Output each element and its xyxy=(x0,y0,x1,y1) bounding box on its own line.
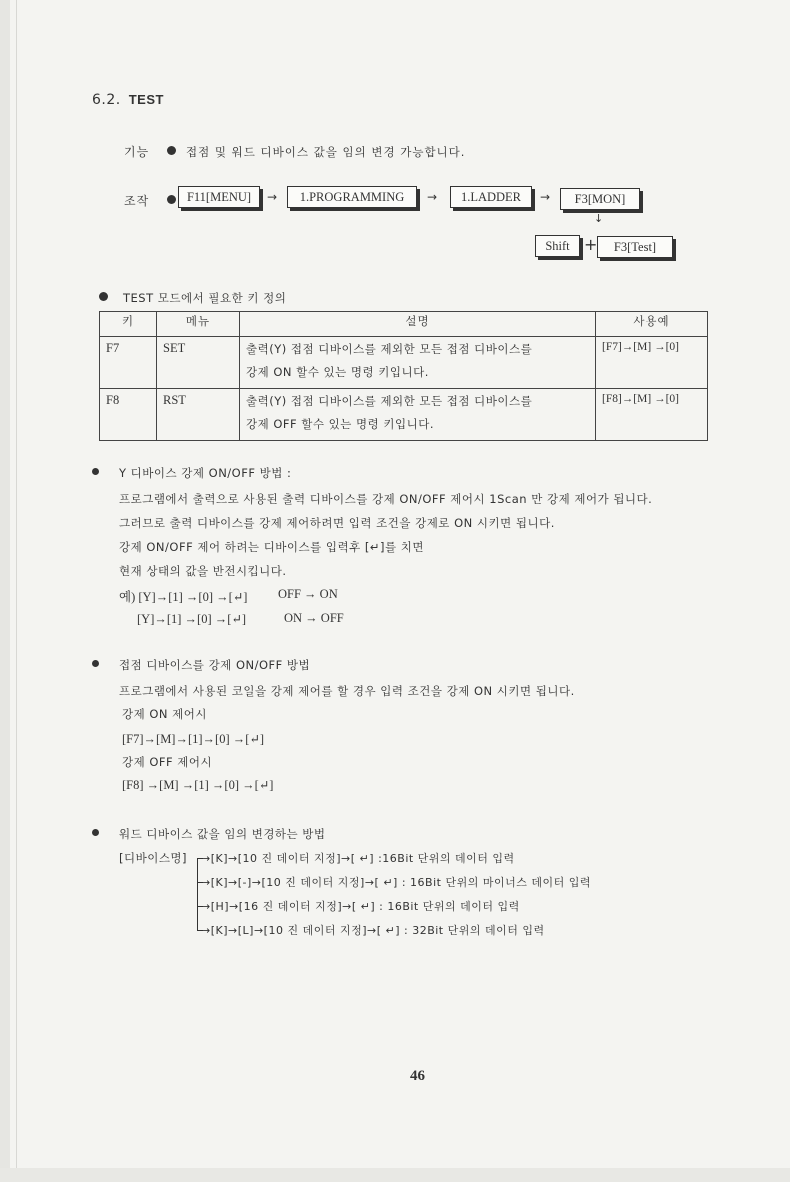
bullet-icon xyxy=(167,195,176,204)
arrow-right-icon: → xyxy=(267,190,278,204)
command-keys: [F8] →[M] →[1] →[0] →[↵] xyxy=(122,778,274,792)
column-header-example: 사용예 xyxy=(596,312,708,337)
cell-description xyxy=(240,389,596,441)
paragraph-line: 프로그램에서 출력으로 사용된 출력 디바이스를 강제 ON/OFF 제어시 1Scan 만 강제 제어가 됩니다. xyxy=(119,492,653,506)
function-label: 기능 xyxy=(124,145,150,159)
column-header-description: 설명 xyxy=(240,312,596,337)
section-name: TEST xyxy=(128,92,164,107)
table-row xyxy=(100,389,708,441)
description-line: 출력(Y) 접점 디바이스를 제외한 모든 접점 디바이스를 xyxy=(246,394,533,408)
cell-example: [F7]→[M] →[0] xyxy=(596,337,708,389)
bullet-icon xyxy=(92,660,99,667)
key-programming: 1.PROGRAMMING xyxy=(287,186,417,208)
cell-key: F8 xyxy=(100,389,157,441)
paragraph-line: 강제 OFF 제어시 xyxy=(122,755,213,769)
table-header-row xyxy=(100,312,708,337)
y-device-heading: Y 디바이스 강제 ON/OFF 방법 : xyxy=(119,466,292,480)
example-result: OFF → ON xyxy=(278,587,338,601)
page-bottom-edge xyxy=(0,1168,790,1182)
command-keys: [F7]→[M]→[1]→[0] →[↵] xyxy=(122,732,265,746)
arrow-right-icon: → xyxy=(540,190,551,204)
cell-example: [F8]→[M] →[0] xyxy=(596,389,708,441)
bullet-icon xyxy=(92,468,99,475)
description-line: 강제 OFF 할수 있는 명령 키입니다. xyxy=(246,417,435,431)
bracket-line xyxy=(197,858,198,930)
word-method-line: →[H]→[16 진 데이터 지정]→[ ↵] : 16Bit 단위의 데이터 입력 xyxy=(201,900,520,913)
example-keys: 예) [Y]→[1] →[0] →[↵] xyxy=(119,590,248,604)
paragraph-line: 강제 ON/OFF 제어 하려는 디바이스를 입력후 [↵]를 치면 xyxy=(119,540,424,554)
word-device-heading: 워드 디바이스 값을 임의 변경하는 방법 xyxy=(119,827,326,841)
key-f3-mon: F3[MON] xyxy=(560,188,640,210)
column-header-key: 키 xyxy=(100,312,157,337)
table-row xyxy=(100,337,708,389)
section-number: 6.2. xyxy=(92,92,121,108)
page-left-edge xyxy=(0,0,10,1182)
paragraph-line: 강제 ON 제어시 xyxy=(122,707,208,721)
description-line: 강제 ON 할수 있는 명령 키입니다. xyxy=(246,365,429,379)
description-line: 출력(Y) 접점 디바이스를 제외한 모든 접점 디바이스를 xyxy=(246,342,533,356)
key-definition-table xyxy=(99,311,708,441)
example-result: ON → OFF xyxy=(284,611,344,625)
contact-device-heading: 접점 디바이스를 강제 ON/OFF 방법 xyxy=(119,658,311,672)
example-keys: [Y]→[1] →[0] →[↵] xyxy=(137,612,247,626)
cell-description xyxy=(240,337,596,389)
bullet-icon xyxy=(92,829,99,836)
key-ladder: 1.LADDER xyxy=(450,186,532,208)
key-table-heading: TEST 모드에서 필요한 키 정의 xyxy=(123,291,287,305)
section-title xyxy=(92,92,164,108)
bullet-icon xyxy=(167,146,176,155)
bullet-icon xyxy=(99,292,108,301)
page-binding-line xyxy=(16,0,17,1182)
function-text: 접점 및 워드 디바이스 값을 임의 변경 가능합니다. xyxy=(186,145,466,159)
page-number: 46 xyxy=(410,1068,425,1084)
word-method-line: →[K]→[L]→[10 진 데이터 지정]→[ ↵] : 32Bit 단위의 데이터 입력 xyxy=(201,924,545,937)
word-method-line: →[K]→[-]→[10 진 데이터 지정]→[ ↵] : 16Bit 단위의 마이너스 데이터 입력 xyxy=(201,876,591,889)
word-method-line: →[K]→[10 진 데이터 지정]→[ ↵] :16Bit 단위의 데이터 입력 xyxy=(201,852,515,865)
paragraph-line: 그러므로 출력 디바이스를 강제 제어하려면 입력 조건을 강제로 ON 시키면 됩니다. xyxy=(119,516,555,530)
arrow-down-icon: ↓ xyxy=(594,212,604,225)
key-shift: Shift xyxy=(535,235,580,257)
arrow-right-icon: → xyxy=(427,190,438,204)
plus-sign: + xyxy=(584,235,598,254)
device-name-prefix: [디바이스명] xyxy=(119,851,188,865)
key-f3-test: F3[Test] xyxy=(597,236,673,258)
column-header-menu: 메뉴 xyxy=(157,312,240,337)
cell-menu: RST xyxy=(157,389,240,441)
paragraph-line: 현재 상태의 값을 반전시킵니다. xyxy=(119,564,287,578)
cell-key: F7 xyxy=(100,337,157,389)
key-f11-menu: F11[MENU] xyxy=(178,186,260,208)
operation-label: 조작 xyxy=(124,194,150,208)
paragraph-line: 프로그램에서 사용된 코일을 강제 제어를 할 경우 입력 조건을 강제 ON 시키면 됩니다. xyxy=(119,684,575,698)
cell-menu: SET xyxy=(157,337,240,389)
